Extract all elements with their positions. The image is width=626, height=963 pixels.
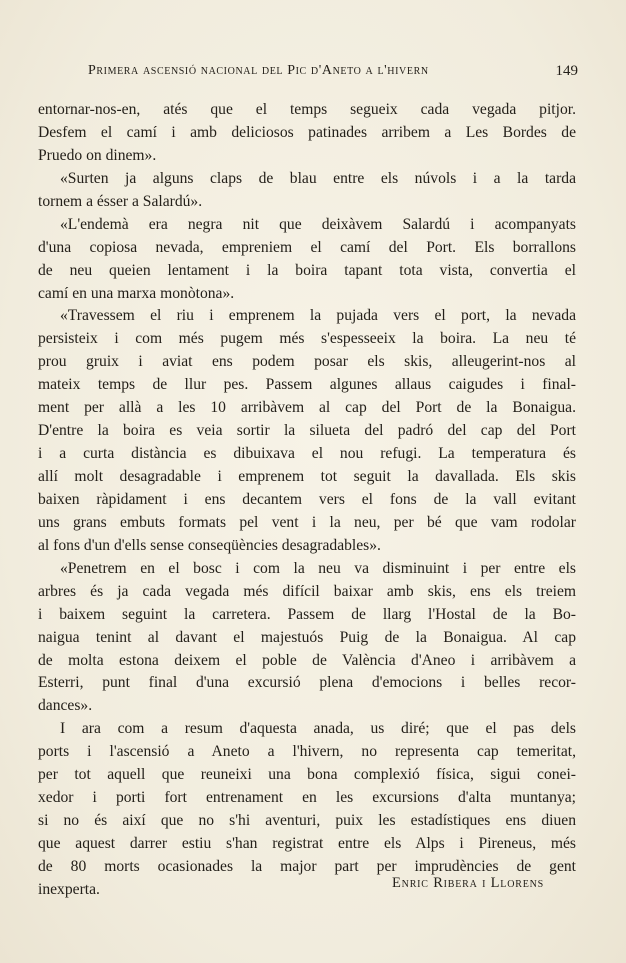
text-line: i a curta distància es dibuixava el nou refugi. La temperatura és <box>38 445 576 463</box>
text-line: baixen ràpidament i ens decantem vers el fons de la vall evitant <box>38 490 576 508</box>
text-line: per tot aquell que reuneixi una bona complexió física, sigui conei- <box>38 766 576 784</box>
page-number: 149 <box>555 63 578 79</box>
text-line: allí molt desagradable i emprenem tot seguit la davallada. Els skis <box>38 468 576 485</box>
text-line: i baixem seguint la carretera. Passem de llarg l'Hostal de la Bo- <box>38 605 576 623</box>
text-line: «Travessem el riu i emprenem la pujada vers el port, la nevada <box>60 307 576 325</box>
text-line: si no és així que no s'hi aventuri, puix les estadístiques ens diuen <box>38 812 576 830</box>
text-line: al fons d'un d'ells sense conseqüències desagradables». <box>38 536 381 554</box>
text-line: ment per allà a les 10 arribàvem al cap del Port de la Bonaigua. <box>38 399 576 417</box>
body-text <box>38 99 576 902</box>
author-signature: Enric Ribera i Llorens <box>392 875 544 891</box>
text-line: prou gruix i aviat ens podem posar els skis, alleugerint-nos al <box>38 353 576 371</box>
text-line: d'una copiosa nevada, empreniem el camí del Port. Els borrallons <box>38 238 576 256</box>
text-line: de 80 morts ocasionades la major part per imprudències de gent <box>38 857 576 875</box>
running-title: Primera ascensió nacional del Pic d'Aneto a l'hivern <box>88 63 429 78</box>
text-line: Esterri, punt final d'una excursió plena d'emocions i belles recor- <box>38 674 576 692</box>
text-line: naigua tenint al davant el majestuós Puig de la Bonaigua. Al cap <box>38 628 576 646</box>
text-line: uns grans embuts formats pel vent i la neu, per bé que vam rodolar <box>38 513 576 531</box>
text-line: «L'endemà era negra nit que deixàvem Salardú i acompanyats <box>60 215 576 233</box>
text-line: D'entre la boira es veia sortir la silueta del padró del cap del Port <box>38 422 576 440</box>
text-line: inexperta. <box>38 880 100 898</box>
text-line: dances». <box>38 697 93 715</box>
running-head <box>88 63 578 85</box>
text-line: arbres és ja cada vegada més difícil baixar amb skis, ens els treiem <box>38 582 576 600</box>
text-line: I ara com a resum d'aquesta anada, us diré; que el pas dels <box>60 720 576 738</box>
text-line: «Surten ja alguns claps de blau entre els núvols i a la tarda <box>60 169 576 187</box>
text-line: mateix temps de llur pes. Passem algunes allaus caigudes i final- <box>38 376 576 394</box>
text-line: de neu queien lentament i la boira tapant tota vista, convertia el <box>38 261 576 279</box>
text-line: Desfem el camí i amb deliciosos patinades arribem a Les Bordes de <box>38 123 576 141</box>
text-line: persisteix i com més pugem més s'espesseeix la boira. La neu té <box>38 330 576 348</box>
text-line: camí en una marxa monòtona». <box>38 284 235 302</box>
text-line: «Penetrem en el bosc i com la neu va disminuint i per entre els <box>60 559 576 577</box>
text-line: xedor i porti fort entrenament en les excursions d'alta muntanya; <box>38 789 576 807</box>
text-line: entornar-nos-en, atés que el temps segueix cada vegada pitjor. <box>38 101 576 118</box>
text-line: de molta estona deixem el poble de València d'Aneo i arribàvem a <box>38 651 576 669</box>
text-line: que aquest darrer estiu s'han registrat entre els Alps i Pireneus, més <box>38 835 576 852</box>
text-line: Pruedo on dinem». <box>38 146 157 164</box>
text-line: tornem a ésser a Salardú». <box>38 192 203 210</box>
text-line: ports i l'ascensió a Aneto a l'hivern, no representa cap temeritat, <box>38 743 576 761</box>
